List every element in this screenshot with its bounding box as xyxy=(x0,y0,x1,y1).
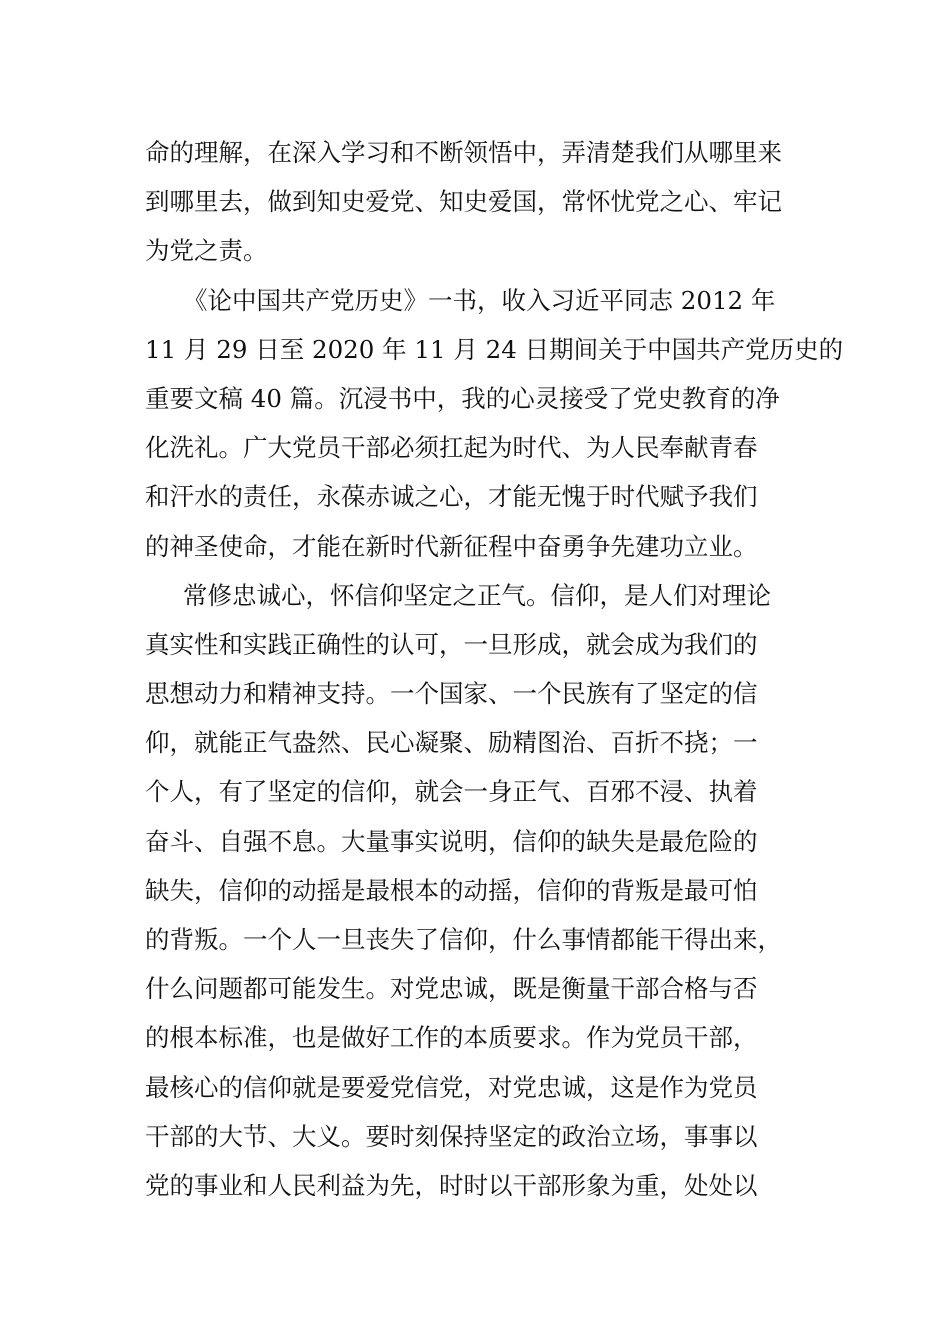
text-line: 最核心的信仰就是要爱党信党，对党忠诚，这是作为党员 xyxy=(145,1072,758,1102)
text-line: 真实性和实践正确性的认可，一旦形成，就会成为我们的 xyxy=(145,629,758,659)
text-line: 命的理解，在深入学习和不断领悟中，弄清楚我们从哪里来 xyxy=(145,138,782,167)
paragraph-start-line: 《论中国共产党历史》一书，收入习近平同志 2012 年 xyxy=(183,285,776,315)
text-line: 党的事业和人民利益为先，时时以干部形象为重，处处以 xyxy=(145,1170,758,1200)
text-line: 的背叛。一个人一旦丧失了信仰，什么事情都能干得出来， xyxy=(145,925,782,954)
text-line: 仰，就能正气盎然、民心凝聚、励精图治、百折不挠；一 xyxy=(145,728,758,758)
text-line: 和汗水的责任，永葆赤诚之心，才能无愧于时代赋予我们 xyxy=(145,482,758,512)
text-line: 个人，有了坚定的信仰，就会一身正气、百邪不浸、执着 xyxy=(145,777,758,807)
text-line: 思想动力和精神支持。一个国家、一个民族有了坚定的信 xyxy=(145,679,758,709)
text-line: 的根本标准，也是做好工作的本质要求。作为党员干部， xyxy=(145,1023,758,1053)
paragraph-start-line: 常修忠诚心，怀信仰坚定之正气。信仰，是人们对理论 xyxy=(183,580,771,610)
text-line: 干部的大节、大义。要时刻保持坚定的政治立场，事事以 xyxy=(145,1121,758,1151)
text-line: 的神圣使命，才能在新时代新征程中奋勇争先建功立业。 xyxy=(145,531,758,561)
text-line: 化洗礼。广大党员干部必须扛起为时代、为人民奉献青春 xyxy=(145,433,758,463)
text-line: 为党之责。 xyxy=(145,236,268,266)
document-body xyxy=(145,128,844,1210)
text-line: 缺失，信仰的动摇是最根本的动摇，信仰的背叛是最可怕 xyxy=(145,875,758,905)
text-line: 11 月 29 日至 2020 年 11 月 24 日期间关于中国共产党历史的 xyxy=(145,334,844,364)
text-line: 重要文稿 40 篇。沉浸书中，我的心灵接受了党史教育的净 xyxy=(145,383,780,413)
text-line: 什么问题都可能发生。对党忠诚，既是衡量干部合格与否 xyxy=(145,974,758,1004)
text-line: 到哪里去，做到知史爱党、知史爱国，常怀忧党之心、牢记 xyxy=(145,187,782,217)
text-line: 奋斗、自强不息。大量事实说明，信仰的缺失是最危险的 xyxy=(145,826,758,856)
